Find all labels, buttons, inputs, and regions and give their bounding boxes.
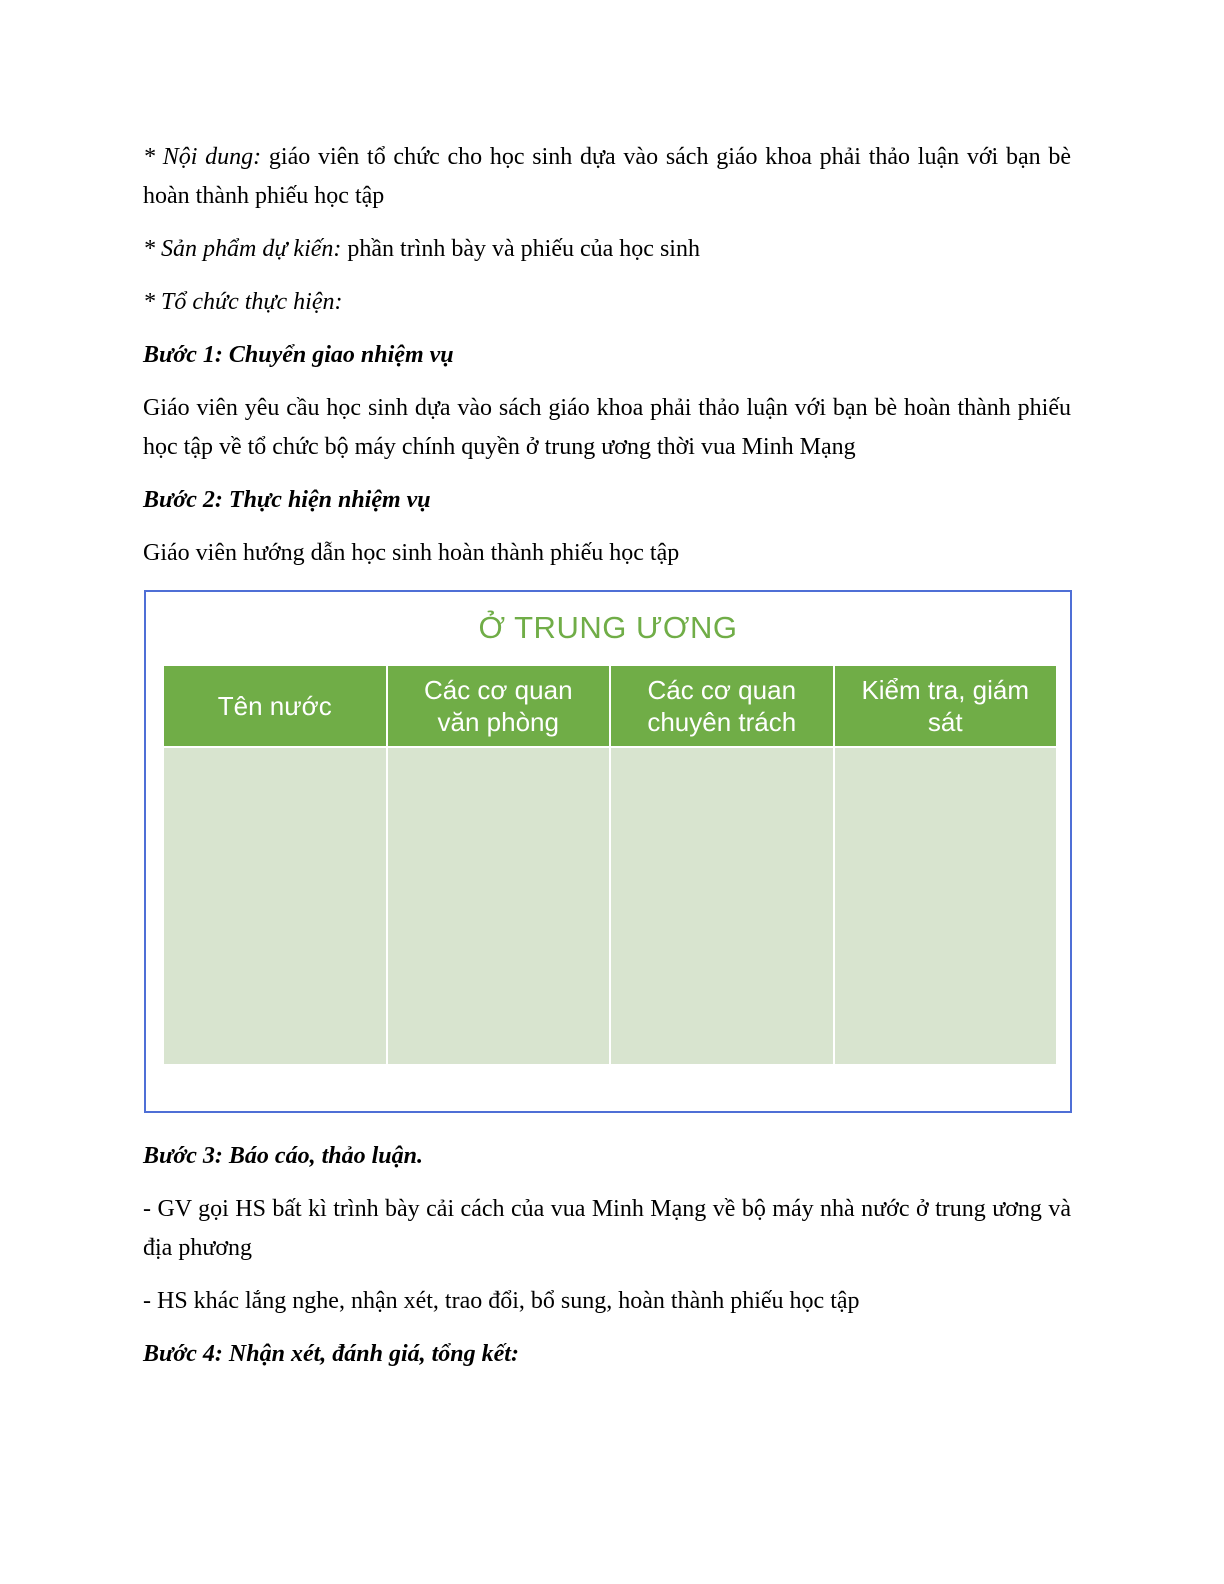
worksheet-title: Ở TRUNG ƯƠNG (478, 610, 738, 645)
step1-heading: Bước 1: Chuyển giao nhiệm vụ (143, 342, 454, 368)
step2-heading: Bước 2: Thực hiện nhiệm vụ (143, 487, 431, 513)
organize-label: * Tổ chức thực hiện: (143, 289, 343, 315)
product-paragraph (143, 230, 1071, 269)
step3-line1: - GV gọi HS bất kì trình bày cải cách của vua Minh Mạng về bộ máy nhà nước ở trung ương và địa phương (143, 1196, 1071, 1261)
step2-text: Giáo viên hướng dẫn học sinh hoàn thành phiếu học tập (143, 540, 680, 566)
answer-cell-country[interactable] (164, 748, 386, 1064)
answer-cell-inspection[interactable] (835, 748, 1057, 1064)
step1-text: Giáo viên yêu cầu học sinh dựa vào sách giáo khoa phải thảo luận với bạn bè hoàn thành phiếu học tập về tổ chức bộ máy chính quyền ở trung ương thời vua Minh Mạng (143, 395, 1071, 460)
worksheet-box (144, 590, 1072, 1113)
product-text: phần trình bày và phiếu của học sinh (341, 236, 700, 262)
column-header-country: Tên nước (164, 666, 386, 746)
document-body-lower (143, 1137, 1071, 1388)
step3-line2: - HS khác lắng nghe, nhận xét, trao đổi, bổ sung, hoàn thành phiếu học tập (143, 1288, 860, 1314)
column-header-specialized: Các cơ quan chuyên trách (611, 666, 833, 746)
content-label: * Nội dung: (143, 144, 262, 170)
answer-cell-specialized[interactable] (611, 748, 833, 1064)
step3-heading: Bước 3: Báo cáo, thảo luận. (143, 1143, 423, 1169)
worksheet-table (164, 666, 1056, 1064)
content-paragraph (143, 138, 1071, 216)
product-label: * Sản phẩm dự kiến: (143, 236, 342, 262)
column-header-offices: Các cơ quan văn phòng (388, 666, 610, 746)
step4-heading: Bước 4: Nhận xét, đánh giá, tổng kết: (143, 1341, 519, 1367)
content-text: giáo viên tổ chức cho học sinh dựa vào sách giáo khoa phải thảo luận với bạn bè hoàn thành phiếu học tập (143, 144, 1071, 209)
answer-cell-offices[interactable] (388, 748, 610, 1064)
column-header-inspection: Kiểm tra, giám sát (835, 666, 1057, 746)
document-body-upper (143, 138, 1071, 587)
